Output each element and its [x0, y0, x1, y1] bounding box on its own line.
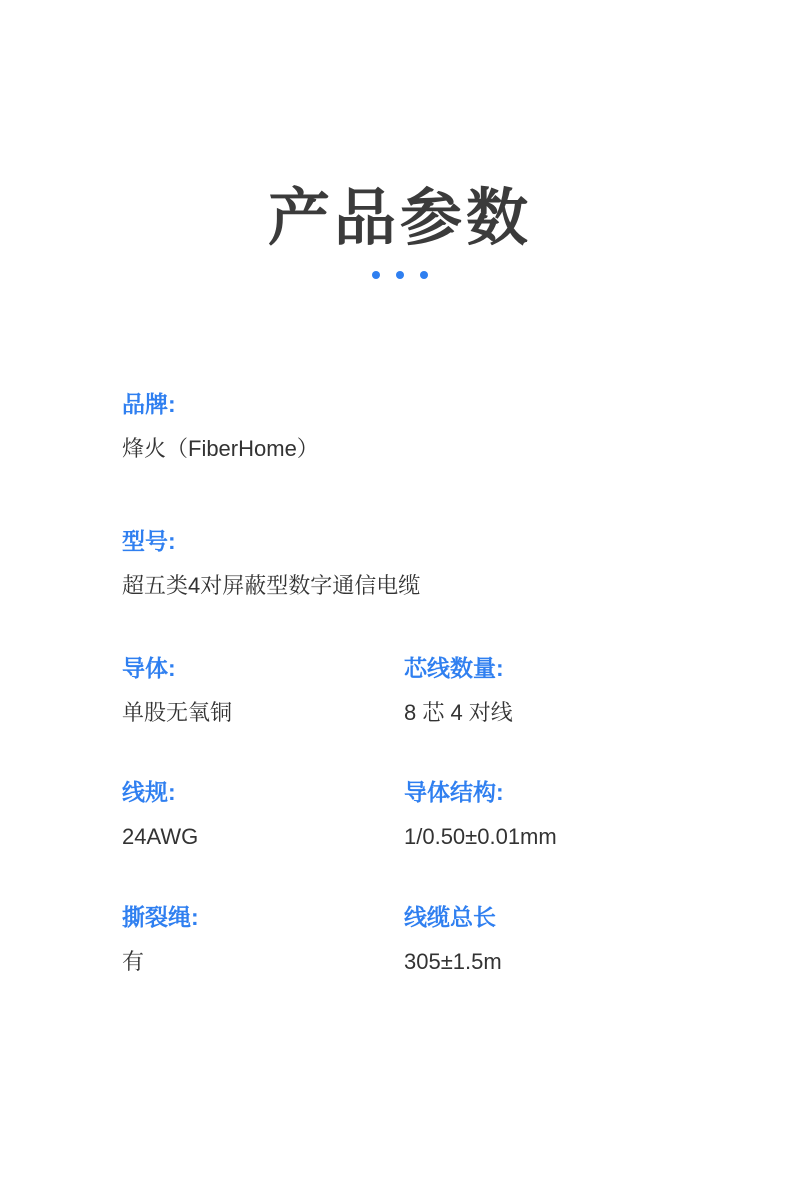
spec-row: [122, 653, 740, 728]
spec-label: 线规:: [122, 779, 176, 806]
spec-label: 芯线数量:: [404, 654, 504, 681]
spec-value: 单股无氧铜: [122, 699, 233, 725]
dot-separator: [0, 271, 800, 279]
spec-label: 撕裂绳:: [122, 904, 199, 931]
spec-row: [122, 389, 740, 464]
separator-dot-1: [372, 271, 380, 279]
spec-value: 超五类4对屏蔽型数字通信电缆: [122, 572, 421, 598]
spec-item-total-length: [404, 902, 686, 977]
separator-dot-2: [396, 271, 404, 279]
spec-item-brand: [122, 389, 722, 464]
title-block: [0, 0, 800, 279]
spec-value: 8 芯 4 对线: [404, 699, 513, 725]
spec-item-conductor-structure: [404, 777, 686, 852]
spec-value: 烽火（FiberHome）: [122, 436, 319, 462]
separator-dot-3: [420, 271, 428, 279]
spec-item-core-count: [404, 653, 686, 728]
spec-item-ripcord: [122, 902, 404, 977]
spec-value: 24AWG: [122, 824, 199, 850]
spec-label: 型号:: [122, 527, 176, 554]
spec-label: 导体:: [122, 654, 176, 681]
spec-item-conductor: [122, 653, 404, 728]
spec-row: [122, 902, 740, 977]
spec-row: [122, 526, 740, 601]
spec-label: 导体结构:: [404, 779, 504, 806]
spec-list: [0, 389, 800, 977]
page-title: 产品参数: [267, 184, 532, 253]
spec-item-wire-gauge: [122, 777, 404, 852]
spec-item-model: [122, 526, 722, 601]
spec-value: 1/0.50±0.01mm: [404, 824, 557, 850]
spec-value: 有: [122, 949, 145, 975]
spec-label: 线缆总长: [404, 904, 496, 931]
spec-label: 品牌:: [122, 391, 176, 418]
spec-row: [122, 777, 740, 852]
spec-value: 305±1.5m: [404, 949, 502, 975]
